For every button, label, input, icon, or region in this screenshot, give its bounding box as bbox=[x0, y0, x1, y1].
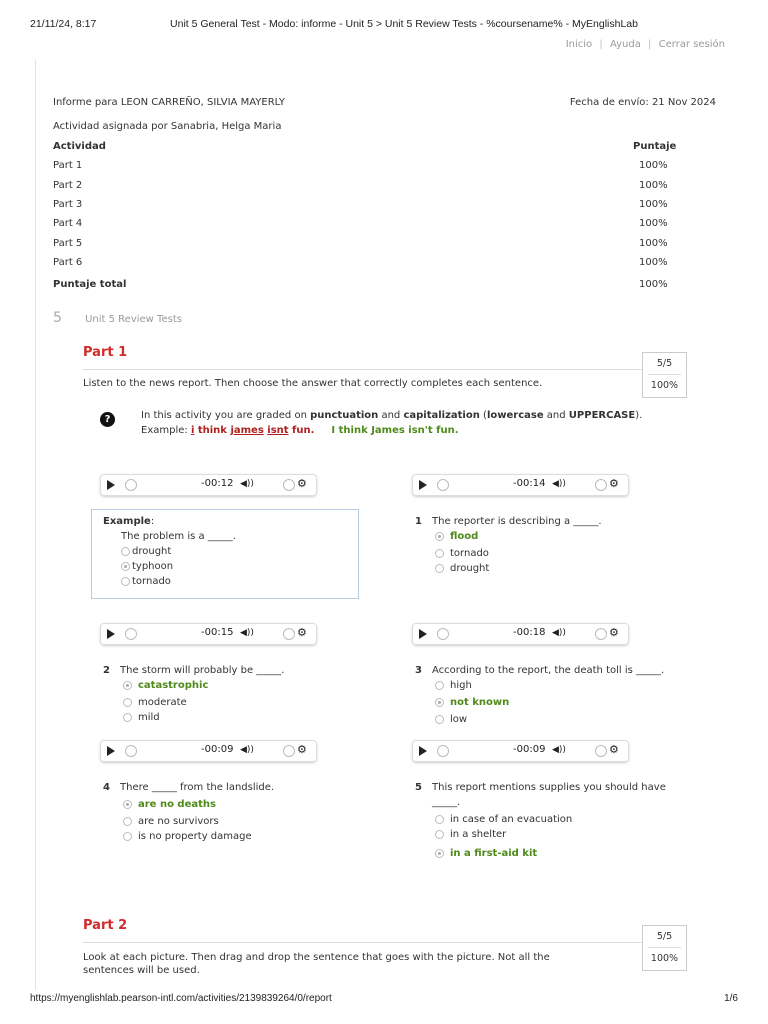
seek-handle[interactable] bbox=[125, 628, 137, 640]
submission-date: Fecha de envío: 21 Nov 2024 bbox=[569, 97, 716, 108]
print-datetime: 21/11/24, 8:17 bbox=[30, 18, 97, 30]
activity-name: Part 6 bbox=[53, 257, 83, 269]
question-number: 5 bbox=[415, 782, 422, 793]
gear-icon[interactable]: ⚙ bbox=[609, 477, 619, 490]
table-row bbox=[53, 217, 716, 236]
seek-handle[interactable] bbox=[437, 628, 449, 640]
answer-option[interactable]: is no property damage bbox=[123, 829, 353, 844]
unit-heading bbox=[53, 310, 182, 326]
radio-button[interactable] bbox=[435, 698, 444, 707]
answer-option[interactable]: in a shelter bbox=[435, 827, 670, 842]
question-circle-icon: ? bbox=[100, 412, 115, 427]
answer-option-selected[interactable]: not known bbox=[435, 695, 665, 710]
answer-option[interactable]: tornado bbox=[435, 546, 665, 561]
nav-logout-link[interactable]: Cerrar sesión bbox=[658, 39, 725, 50]
radio-button[interactable] bbox=[123, 817, 132, 826]
play-icon[interactable] bbox=[107, 480, 115, 490]
table-row bbox=[53, 256, 716, 275]
example-label: Example bbox=[103, 516, 151, 527]
volume-icon[interactable]: ◀)) bbox=[240, 628, 254, 638]
radio-button[interactable] bbox=[435, 532, 444, 541]
radio-button[interactable] bbox=[123, 681, 132, 690]
gear-icon[interactable]: ⚙ bbox=[609, 626, 619, 639]
nav-separator: | bbox=[599, 39, 603, 50]
col-score-header: Puntaje bbox=[633, 140, 677, 152]
radio-button[interactable] bbox=[435, 564, 444, 573]
nav-separator: | bbox=[648, 39, 652, 50]
table-row bbox=[53, 198, 716, 217]
audio-player-q4 bbox=[101, 741, 316, 761]
audio-player-example bbox=[101, 475, 316, 495]
example-text: The problem is a _____. bbox=[121, 531, 236, 542]
question-number: 4 bbox=[103, 782, 110, 793]
activity-name: Part 4 bbox=[53, 218, 83, 230]
answer-option[interactable]: mild bbox=[123, 710, 353, 725]
seek-handle[interactable] bbox=[125, 479, 137, 491]
question-number: 2 bbox=[103, 665, 110, 676]
question-number: 3 bbox=[415, 665, 422, 676]
volume-icon[interactable]: ◀)) bbox=[552, 479, 566, 489]
activity-score: 100% bbox=[639, 198, 668, 210]
answer-option[interactable]: are no survivors bbox=[123, 814, 353, 829]
col-activity-header: Actividad bbox=[53, 140, 106, 152]
part2-score-percent: 100% bbox=[650, 953, 679, 964]
answer-option-selected[interactable]: are no deaths bbox=[123, 797, 353, 812]
question-2 bbox=[103, 663, 353, 725]
table-row bbox=[53, 179, 716, 198]
play-icon[interactable] bbox=[107, 746, 115, 756]
total-row bbox=[53, 278, 716, 297]
time-remaining: -00:09 bbox=[201, 744, 234, 755]
radio-button[interactable] bbox=[435, 830, 444, 839]
answer-option[interactable]: in case of an evacuation bbox=[435, 812, 670, 827]
grading-note-text: In this activity you are graded on punctuation and capitalization (lowercase and UPPERCASE). Example: i think james isnt fun. I think James isn't fun. bbox=[141, 410, 643, 436]
volume-icon[interactable]: ◀)) bbox=[240, 479, 254, 489]
seek-handle[interactable] bbox=[125, 745, 137, 757]
audio-player-q5 bbox=[413, 741, 628, 761]
time-remaining: -00:12 bbox=[201, 478, 234, 489]
volume-handle[interactable] bbox=[283, 479, 295, 491]
part1-score-percent: 100% bbox=[650, 380, 679, 391]
gear-icon[interactable]: ⚙ bbox=[609, 743, 619, 756]
answer-option[interactable]: drought bbox=[435, 561, 665, 576]
time-remaining: -00:09 bbox=[513, 744, 546, 755]
nav-help-link[interactable]: Ayuda bbox=[609, 39, 641, 50]
report-for: Informe para LEON CARREÑO, SILVIA MAYERLY bbox=[53, 97, 285, 108]
part1-title: Part 1 bbox=[83, 345, 128, 360]
radio-button[interactable] bbox=[123, 800, 132, 809]
radio-button[interactable] bbox=[435, 849, 444, 858]
activity-score: 100% bbox=[639, 237, 668, 249]
audio-player-q3 bbox=[413, 624, 628, 644]
audio-player-q2 bbox=[101, 624, 316, 644]
example-option: drought bbox=[121, 544, 347, 559]
volume-handle[interactable] bbox=[283, 628, 295, 640]
content-frame-border bbox=[35, 60, 36, 990]
part2-title: Part 2 bbox=[83, 918, 128, 933]
volume-icon[interactable]: ◀)) bbox=[240, 745, 254, 755]
table-row bbox=[53, 237, 716, 256]
question-text: According to the report, the death toll is _____. bbox=[432, 665, 665, 676]
radio-button[interactable] bbox=[435, 549, 444, 558]
part1-score-fraction: 5/5 bbox=[648, 353, 681, 375]
volume-handle[interactable] bbox=[595, 628, 607, 640]
radio-button[interactable] bbox=[435, 815, 444, 824]
play-icon[interactable] bbox=[419, 629, 427, 639]
answer-option[interactable]: moderate bbox=[123, 695, 353, 710]
print-url: https://myenglishlab.pearson-intl.com/activities/2139839264/0/report bbox=[30, 993, 332, 1004]
part1-divider bbox=[83, 369, 643, 370]
volume-handle[interactable] bbox=[283, 745, 295, 757]
answer-option-selected[interactable]: in a first-aid kit bbox=[435, 846, 670, 861]
radio-button[interactable] bbox=[123, 698, 132, 707]
activity-name: Part 3 bbox=[53, 198, 83, 210]
unit-number: 5 bbox=[53, 310, 62, 326]
assigned-by: Actividad asignada por Sanabria, Helga Maria bbox=[53, 121, 282, 133]
activity-name: Part 1 bbox=[53, 160, 83, 172]
radio-button[interactable] bbox=[123, 713, 132, 722]
activity-score: 100% bbox=[639, 218, 668, 230]
play-icon[interactable] bbox=[419, 480, 427, 490]
answer-option-selected[interactable]: catastrophic bbox=[123, 678, 353, 693]
total-label: Puntaje total bbox=[53, 278, 127, 290]
example-question: Example: The problem is a _____. drought typhoon tornado bbox=[91, 509, 359, 599]
question-text: This report mentions supplies you should have _____. bbox=[432, 782, 666, 808]
radio-button[interactable] bbox=[435, 715, 444, 724]
question-1 bbox=[415, 514, 665, 576]
gear-icon[interactable]: ⚙ bbox=[297, 626, 307, 639]
question-5 bbox=[415, 780, 670, 861]
audio-player-q1 bbox=[413, 475, 628, 495]
example-option: tornado bbox=[121, 574, 347, 589]
grading-note bbox=[100, 408, 642, 438]
volume-handle[interactable] bbox=[595, 745, 607, 757]
radio-button[interactable] bbox=[435, 681, 444, 690]
volume-handle[interactable] bbox=[595, 479, 607, 491]
score-table-header bbox=[53, 140, 716, 159]
question-4 bbox=[103, 780, 353, 844]
activity-score: 100% bbox=[639, 160, 668, 172]
activity-name: Part 5 bbox=[53, 237, 83, 249]
print-title: Unit 5 General Test - Modo: informe - Unit 5 > Unit 5 Review Tests - %coursename% - MyEnglishLab bbox=[170, 18, 638, 30]
nav-home-link[interactable]: Inicio bbox=[565, 39, 593, 50]
question-number: 1 bbox=[415, 516, 422, 527]
part2-score-box bbox=[642, 925, 687, 971]
question-text: The storm will probably be _____. bbox=[120, 665, 285, 676]
time-remaining: -00:14 bbox=[513, 478, 546, 489]
time-remaining: -00:18 bbox=[513, 627, 546, 638]
answer-option[interactable]: low bbox=[435, 712, 665, 727]
activity-score: 100% bbox=[639, 257, 668, 269]
part2-score-fraction: 5/5 bbox=[648, 926, 681, 948]
question-3 bbox=[415, 663, 665, 727]
question-text: The reporter is describing a _____. bbox=[432, 516, 602, 527]
report-header-row bbox=[53, 96, 716, 115]
part1-score-box bbox=[642, 352, 687, 398]
correct-example: I think James isn't fun. bbox=[331, 425, 459, 436]
question-text: There _____ from the landslide. bbox=[120, 782, 275, 793]
top-nav bbox=[566, 39, 725, 50]
answer-option[interactable]: high bbox=[435, 678, 665, 693]
total-score: 100% bbox=[639, 278, 668, 290]
part2-divider bbox=[83, 942, 643, 943]
unit-title: Unit 5 Review Tests bbox=[85, 314, 182, 325]
print-page-number: 1/6 bbox=[724, 993, 738, 1004]
volume-icon[interactable]: ◀)) bbox=[552, 745, 566, 755]
part2-instructions: Look at each picture. Then drag and drop the sentence that goes with the picture. Not all the sentences will be used. bbox=[83, 952, 550, 976]
time-remaining: -00:15 bbox=[201, 627, 234, 638]
gear-icon[interactable]: ⚙ bbox=[297, 743, 307, 756]
activity-name: Part 2 bbox=[53, 179, 83, 191]
table-row bbox=[53, 159, 716, 178]
play-icon[interactable] bbox=[107, 629, 115, 639]
report-summary bbox=[53, 96, 716, 297]
print-footer bbox=[30, 993, 738, 1004]
seek-handle[interactable] bbox=[437, 479, 449, 491]
volume-icon[interactable]: ◀)) bbox=[552, 628, 566, 638]
incorrect-example: i think james isnt fun. bbox=[190, 425, 315, 436]
gear-icon[interactable]: ⚙ bbox=[297, 477, 307, 490]
assigned-by-row bbox=[53, 120, 716, 139]
seek-handle[interactable] bbox=[437, 745, 449, 757]
part1-instructions: Listen to the news report. Then choose the answer that correctly completes each sentence. bbox=[83, 378, 543, 389]
activity-score: 100% bbox=[639, 179, 668, 191]
radio-button[interactable] bbox=[123, 832, 132, 841]
example-option-selected: typhoon bbox=[121, 559, 347, 574]
answer-option-selected[interactable]: flood bbox=[435, 529, 665, 544]
play-icon[interactable] bbox=[419, 746, 427, 756]
